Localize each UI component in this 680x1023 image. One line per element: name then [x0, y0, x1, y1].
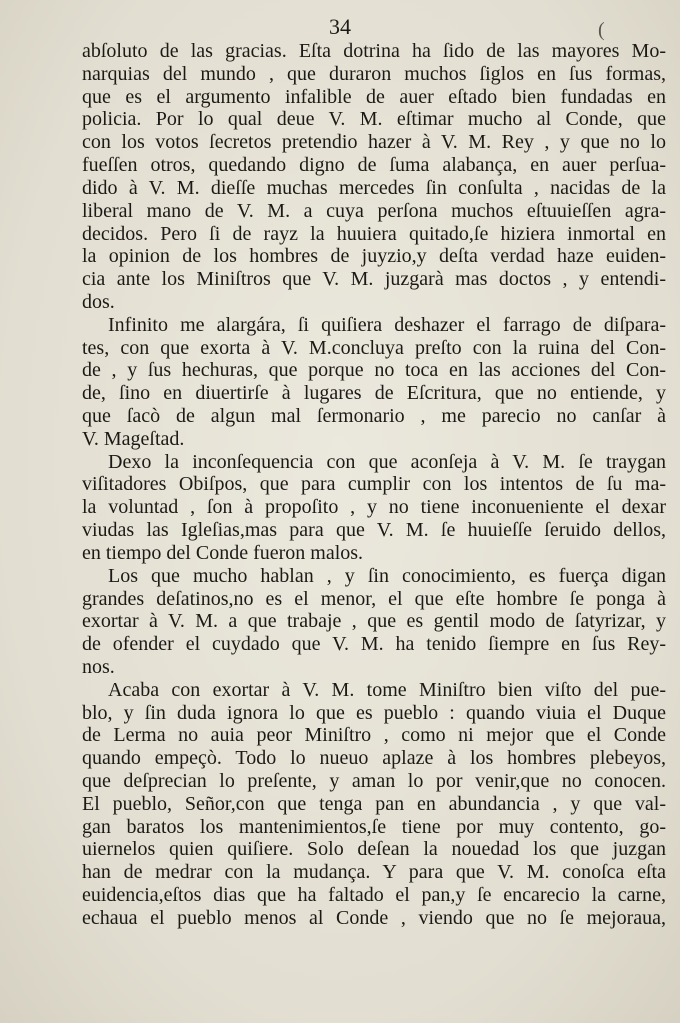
page-number: 34	[329, 14, 351, 39]
text-line: exortar à V. M. a que trabaje , que es gentil modo de ſatyrizar, y	[82, 610, 666, 633]
text-line: tes, con que exorta à V. M.concluya preſto con la ruina del Con-	[82, 336, 666, 359]
text-line: V. Mageſtad.	[82, 427, 185, 450]
text-line: que ſacò de algun mal ſermonario , me parecio no canſar à	[82, 405, 666, 427]
text-line: la voluntad , ſon à propoſito , y no tiene inconueniente el dexar	[82, 496, 666, 519]
text-line: fueſſen otros, quedando digno de ſuma alabança, en auer perſua-	[82, 154, 666, 177]
text-line: con los votos ſecretos pretendio hazer à V. M. Rey , y que no lo	[82, 131, 666, 154]
margin-mark: (	[598, 19, 605, 41]
text-line: policia. Por lo qual deue V. M. eſtimar mucho al Conde, que	[82, 108, 666, 131]
text-line: dos.	[82, 290, 115, 313]
text-line: la opinion de los hombres de juyzio,y deſta verdad haze euiden-	[82, 245, 666, 268]
text-line: nos.	[82, 655, 115, 678]
text-line: echaua el pueblo menos al Conde , viendo que no ſe mejoraua,	[82, 906, 666, 929]
text-line: decidos. Pero ſi de rayz la huuiera quitado,ſe hiziera inmortal en	[82, 222, 666, 245]
text-line: viſitadores Obiſpos, que para cumplir con los intentos de ſu ma-	[82, 473, 666, 496]
body-text	[82, 40, 666, 930]
text-line: Dexo la inconſequencia con que aconſeja à V. M. ſe traygan	[108, 450, 666, 473]
text-line: han de medrar con la mudança. Y para que V. M. conoſca eſta	[82, 861, 666, 884]
text-line: Acaba con exortar à V. M. tome Miniſtro bien viſto del pue-	[108, 678, 666, 701]
text-line: viudas las Igleſias,mas para que V. M. ſe huuieſſe ſeruido dellos,	[82, 519, 666, 542]
text-line: blo, y ſin duda ignora lo que es pueblo : quando viuia el Duque	[82, 701, 666, 724]
text-line: El pueblo, Señor,con que tenga pan en abundancia , y que val-	[82, 792, 666, 815]
text-line: euidencia,eſtos dias que ha faltado el pan,y ſe encarecio la carne,	[82, 884, 666, 907]
text-line: dido à V. M. dieſſe muchas mercedes ſin conſulta , nacidas de la	[82, 176, 666, 199]
text-line: Los que mucho hablan , y ſin conocimiento, es fuerça digan	[108, 564, 666, 587]
text-line: de , y ſus hechuras, que porque no toca en las acciones del Con-	[82, 359, 666, 382]
text-line: grandes deſatinos,no es el menor, el que eſte hombre ſe ponga à	[82, 587, 666, 610]
text-line: de, ſino en diuertirſe à lugares de Eſcritura, que no entiende, y	[82, 382, 666, 405]
text-line: Infinito me alargára, ſi quiſiera deshazer el farrago de diſpara-	[108, 313, 666, 336]
text-line: liberal mano de V. M. a cuya perſona muchos eſtuuieſſen agra-	[82, 199, 666, 222]
text-line: de ofender el cuydado que V. M. ha tenido ſiempre en ſus Rey-	[82, 633, 666, 656]
text-line: abſoluto de las gracias. Eſta dotrina ha ſido de las mayores Mo-	[82, 40, 666, 62]
text-line: cia ante los Miniſtros que V. M. juzgarà mas doctos , y entendi-	[82, 268, 666, 291]
text-line: en tiempo del Conde fueron malos.	[82, 541, 364, 564]
text-line: gan baratos los mantenimientos,ſe tiene por muy contento, go-	[82, 815, 666, 838]
text-line: que es el argumento infalible de auer eſtado bien fundadas en	[82, 85, 666, 108]
text-line: quando empeçò. Todo lo nueuo aplaze à los hombres plebeyos,	[82, 747, 666, 770]
text-line: que deſprecian lo preſente, y aman lo por venir,que no conocen.	[82, 770, 666, 792]
text-line: narquias del mundo , que duraron muchos ſiglos en ſus formas,	[82, 62, 666, 85]
text-line: de Lerma no auia peor Miniſtro , como ni mejor que el Conde	[82, 724, 666, 747]
text-line: uiernelos quien quiſiere. Solo deſean la nouedad los que juzgan	[82, 838, 666, 861]
